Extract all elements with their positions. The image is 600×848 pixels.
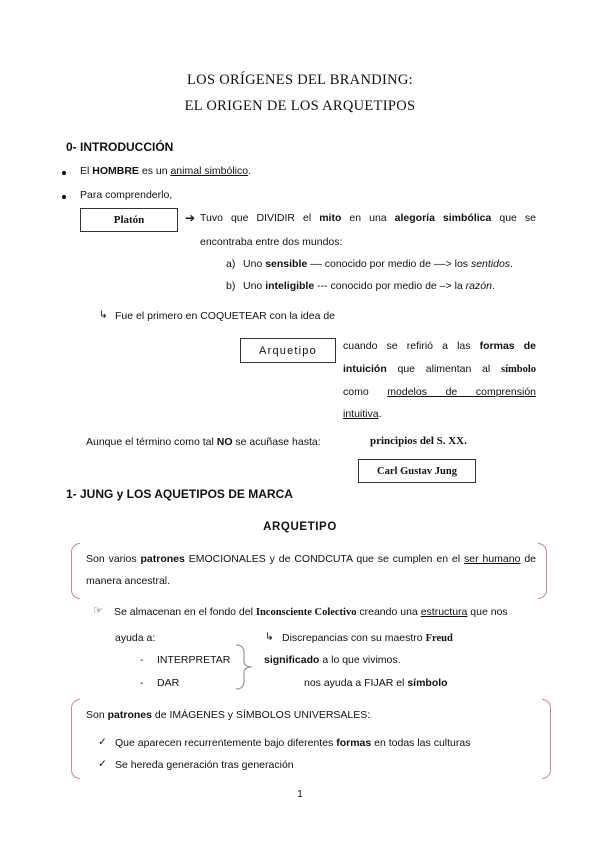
- aunque-line: Aunque el término como tal NO se acuñase hasta:: [86, 436, 321, 448]
- hand-pointer-icon: ☞: [93, 605, 103, 617]
- title-line-2: EL ORIGEN DE LOS ARQUETIPOS: [184, 98, 416, 114]
- bullet-2: [62, 195, 66, 199]
- formas-line-3: como modelos de comprensión: [343, 386, 536, 398]
- significado-line: significado a lo que vivimos.: [264, 654, 401, 666]
- world-b-label: b): [226, 280, 236, 292]
- check-icon-1: ✓: [98, 736, 107, 748]
- gray-brace-icon: [232, 643, 262, 691]
- world-a-label: a): [226, 258, 236, 270]
- comprenderlo-line: Para comprenderlo,: [80, 189, 173, 201]
- formas-line-2: intuición que alimentan al símbolo: [343, 363, 536, 375]
- dash-1: -: [140, 654, 144, 666]
- platon-line-2: encontraba entre dos mundos:: [200, 236, 343, 248]
- arrow-icon: ➔: [185, 211, 196, 225]
- p2-line-1: Son patrones de IMÁGENES y SÍMBOLOS UNIVERSALES:: [86, 709, 371, 721]
- title-line-1: LOS ORÍGENES DEL BRANDING:: [187, 72, 413, 88]
- sub-arrow-icon: ↳: [99, 309, 108, 321]
- page-number: 1: [297, 789, 303, 800]
- right-bracket-1: [538, 543, 547, 599]
- principios-text: principios del S. XX.: [370, 435, 467, 447]
- section-1-heading: 1- JUNG y LOS AQUETIPOS DE MARCA: [66, 487, 293, 501]
- discrepancias-arrow-icon: ↳: [265, 631, 274, 643]
- formas-line-4: intuitiva.: [343, 408, 382, 420]
- arquetipo-box: Arquetipo: [240, 338, 336, 363]
- p1-line-1: Son varios patrones EMOCIONALES y de CONDCUTA que se cumplen en el ser humano de: [86, 553, 537, 565]
- interpretar-text: INTERPRETAR: [157, 654, 231, 666]
- platon-box: Platón: [80, 208, 178, 232]
- discrepancias-line: Discrepancias con su maestro Freud: [282, 632, 453, 644]
- right-bracket-2: [542, 699, 551, 779]
- world-a: Uno sensible –– conocido por medio de ––> los sentidos.: [243, 258, 513, 270]
- ayuda-text: ayuda a:: [115, 632, 156, 644]
- check-icon-2: ✓: [98, 758, 107, 770]
- p1-line-2: manera ancestral.: [86, 575, 171, 587]
- formas-line-1: cuando se refirió a las formas de: [343, 340, 536, 352]
- bullet-1: [62, 171, 66, 175]
- left-bracket-1: [71, 543, 80, 599]
- check-line-2: Se hereda generación tras generación: [115, 759, 294, 771]
- dar-text: DAR: [157, 677, 180, 689]
- section-0-heading: 0- INTRODUCCIÓN: [66, 140, 174, 154]
- dash-2: -: [140, 677, 144, 689]
- coquetear-line: Fue el primero en COQUETEAR con la idea de: [115, 310, 336, 322]
- world-b: Uno inteligible --- conocido por medio de –> la razón.: [243, 280, 495, 292]
- hombre-line: El HOMBRE es un animal simbólico.: [80, 165, 252, 177]
- inconsciente-line: Se almacenan en el fondo del Inconsciente Colectivo creando una estructura que nos: [114, 606, 508, 618]
- left-bracket-2: [71, 699, 80, 779]
- arquetipo-title: ARQUETIPO: [263, 521, 337, 533]
- fijar-line: nos ayuda a FIJAR el símbolo: [304, 677, 448, 689]
- check-line-1: Que aparecen recurrentemente bajo diferentes formas en todas las culturas: [115, 737, 471, 749]
- platon-line-1: Tuvo que DIVIDIR el mito en una alegoría simbólica que se: [200, 212, 536, 224]
- jung-box: Carl Gustav Jung: [358, 459, 476, 483]
